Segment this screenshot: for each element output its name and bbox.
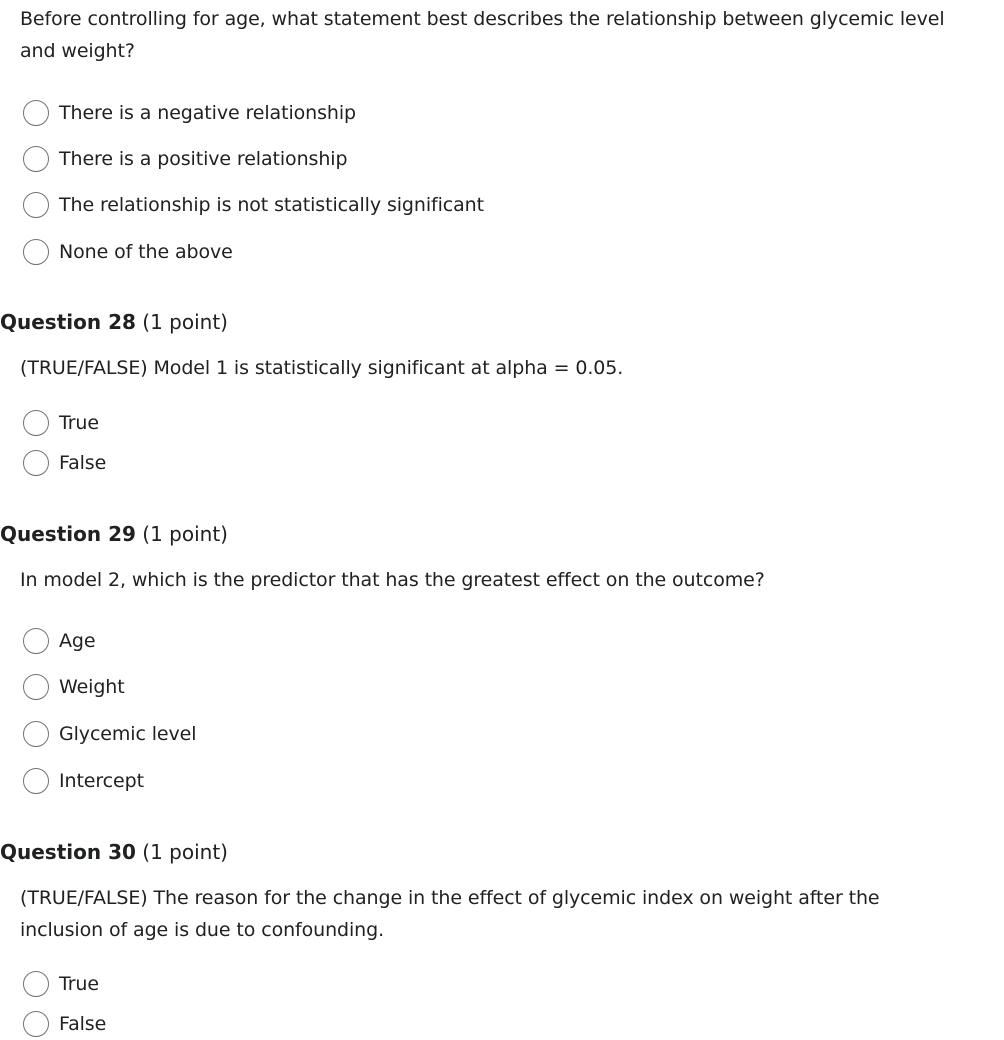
question-number: Question 30 bbox=[0, 840, 136, 864]
option-label: True bbox=[59, 412, 99, 434]
question-30-text: (TRUE/FALSE) The reason for the change in the effect of glycemic index on weight after the inclusion of age is due to confounding. bbox=[20, 887, 880, 941]
question-number: Question 28 bbox=[0, 310, 136, 334]
q27-option-none[interactable] bbox=[23, 236, 233, 268]
question-points: (1 point) bbox=[142, 310, 228, 334]
question-29-text: In model 2, which is the predictor that has the greatest effect on the outcome? bbox=[20, 569, 765, 591]
radio-button[interactable] bbox=[23, 674, 49, 700]
radio-button[interactable] bbox=[23, 721, 49, 747]
option-label: None of the above bbox=[59, 241, 233, 263]
option-label: True bbox=[59, 973, 99, 995]
q30-option-true[interactable] bbox=[23, 968, 99, 1000]
radio-button[interactable] bbox=[23, 450, 49, 476]
q28-option-true[interactable] bbox=[23, 407, 99, 439]
question-points: (1 point) bbox=[142, 522, 228, 546]
question-points: (1 point) bbox=[142, 840, 228, 864]
radio-button[interactable] bbox=[23, 971, 49, 997]
q29-option-glycemic-level[interactable] bbox=[23, 718, 196, 750]
question-28-header bbox=[0, 308, 228, 336]
question-number: Question 29 bbox=[0, 522, 136, 546]
question-29-header bbox=[0, 520, 228, 548]
q29-option-intercept[interactable] bbox=[23, 765, 144, 797]
question-30-header bbox=[0, 838, 228, 866]
radio-button[interactable] bbox=[23, 100, 49, 126]
option-label: Weight bbox=[59, 676, 125, 698]
radio-button[interactable] bbox=[23, 192, 49, 218]
option-label: Intercept bbox=[59, 770, 144, 792]
q27-option-positive[interactable] bbox=[23, 143, 347, 175]
radio-button[interactable] bbox=[23, 1011, 49, 1037]
radio-button[interactable] bbox=[23, 628, 49, 654]
q28-option-false[interactable] bbox=[23, 447, 106, 479]
question-27-text: Before controlling for age, what statement best describes the relationship between glycemic level and weight? bbox=[20, 8, 945, 62]
q29-option-age[interactable] bbox=[23, 625, 95, 657]
option-label: Glycemic level bbox=[59, 723, 197, 745]
option-label: False bbox=[59, 1013, 107, 1035]
option-label: False bbox=[59, 452, 107, 474]
radio-button[interactable] bbox=[23, 239, 49, 265]
q29-option-weight[interactable] bbox=[23, 671, 125, 703]
q27-option-not-significant[interactable] bbox=[23, 189, 484, 221]
question-28-text: (TRUE/FALSE) Model 1 is statistically significant at alpha = 0.05. bbox=[20, 357, 624, 379]
option-label: There is a negative relationship bbox=[59, 102, 356, 124]
option-label: There is a positive relationship bbox=[59, 148, 348, 170]
radio-button[interactable] bbox=[23, 768, 49, 794]
option-label: Age bbox=[59, 630, 96, 652]
radio-button[interactable] bbox=[23, 410, 49, 436]
option-label: The relationship is not statistically significant bbox=[59, 194, 484, 216]
radio-button[interactable] bbox=[23, 146, 49, 172]
q30-option-false[interactable] bbox=[23, 1008, 106, 1040]
q27-option-negative[interactable] bbox=[23, 97, 356, 129]
